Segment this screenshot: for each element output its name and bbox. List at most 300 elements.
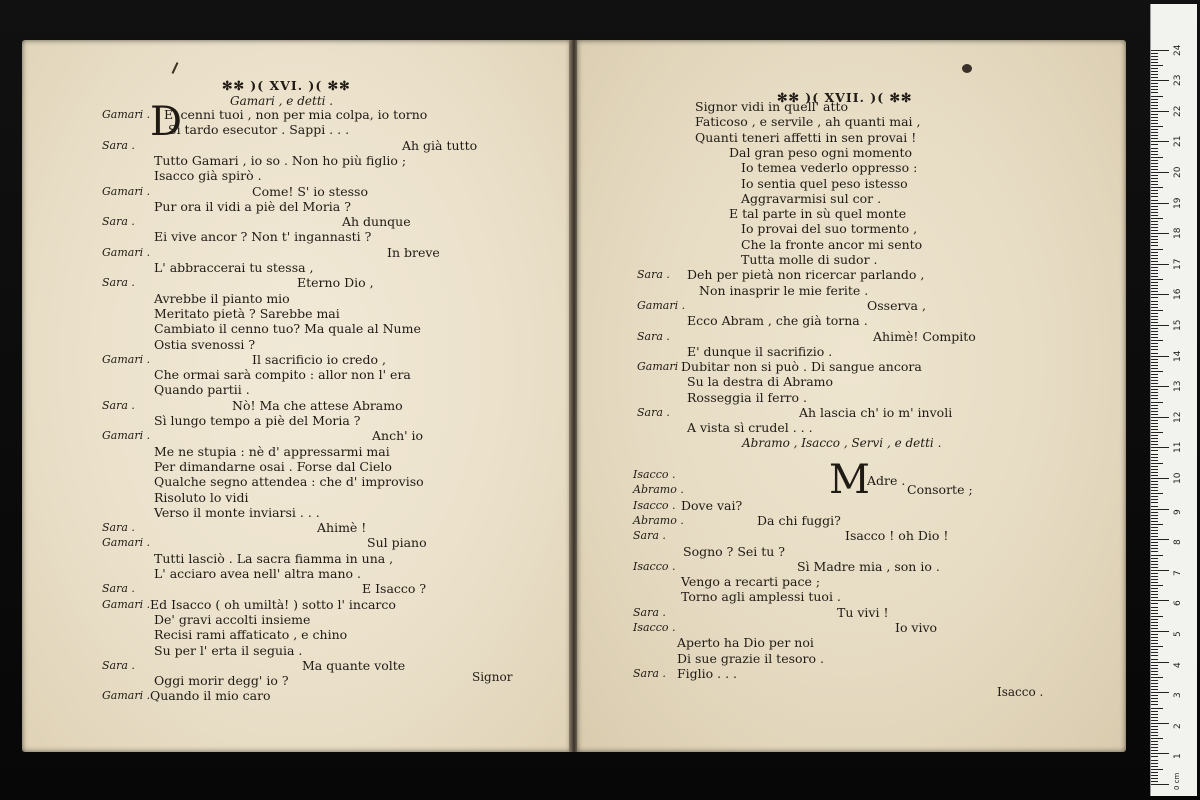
ruler-tick [1151, 539, 1169, 540]
verse-line: Ah lascia ch' io m' involi [799, 405, 953, 420]
verse-line: Non inasprir le mie ferite . [699, 282, 869, 298]
ruler-tick [1151, 744, 1158, 745]
catchword: Signor [472, 670, 513, 684]
scene-heading: ✻✻ )( XVII. )( ✻✻ [777, 90, 913, 105]
ruler-number: 17 [1173, 258, 1183, 270]
speaker-label: Gamari . [102, 184, 151, 198]
speaker-label: Sara . [102, 215, 135, 229]
ruler-tick [1151, 616, 1163, 617]
speaker-label: Isacco . [633, 498, 676, 512]
ruler-number: 3 [1173, 692, 1183, 699]
ruler-tick [1151, 741, 1158, 742]
scene-persons: Abramo , Isacco , Servi , e detti . [742, 436, 942, 450]
ruler-tick [1151, 518, 1158, 519]
ruler-number: 18 [1173, 227, 1183, 240]
verse-line: Dal gran peso ogni momento [729, 144, 912, 160]
ruler-tick [1151, 607, 1158, 608]
verse-line: Quando il mio caro [150, 688, 271, 704]
paper-hole [962, 64, 972, 73]
ruler-tick [1151, 662, 1169, 663]
verse-line: E' dunque il sacrifizio . [687, 343, 833, 359]
speaker-label: Gamari . [637, 298, 686, 312]
ruler-tick [1151, 708, 1163, 709]
ruler-tick [1151, 558, 1158, 559]
verse-line: Pur ora il vidi a piè del Moria ? [154, 198, 351, 214]
ruler-tick [1151, 417, 1169, 418]
verse-line: Recisi rami affaticato , e chino [154, 627, 348, 643]
ruler-tick [1151, 175, 1158, 176]
verse-line: Sogno ? Sei tu ? [683, 543, 785, 559]
ruler-tick [1151, 65, 1163, 66]
ruler-tick [1151, 469, 1158, 470]
ruler-tick [1151, 138, 1158, 139]
ruler-tick [1151, 478, 1169, 479]
ruler-tick [1151, 111, 1169, 112]
verse-line: Su per l' erta il seguia . [154, 642, 303, 658]
ruler-tick [1151, 496, 1158, 497]
ruler-tick [1151, 56, 1158, 57]
ruler-tick [1151, 420, 1158, 421]
ruler-tick [1151, 80, 1169, 81]
ruler-tick [1151, 573, 1158, 574]
ruler-tick [1151, 402, 1163, 403]
ruler-tick [1151, 239, 1158, 240]
ruler-tick [1151, 282, 1158, 283]
ruler-number: 5 [1173, 631, 1183, 637]
verse-line: Io provai del suo tormento , [741, 221, 918, 237]
ruler-number: 11 [1173, 441, 1183, 454]
ruler-tick [1151, 564, 1158, 565]
ruler-tick [1151, 701, 1158, 702]
verse-line: Avrebbe il pianto mio [154, 290, 290, 306]
ruler-tick [1151, 457, 1158, 458]
ruler-tick [1151, 129, 1158, 130]
ruler-tick [1151, 570, 1169, 571]
ruler-tick [1151, 157, 1163, 158]
ruler-tick [1151, 594, 1158, 595]
ruler-tick [1151, 123, 1158, 124]
ruler-tick [1151, 196, 1158, 197]
ruler-tick [1151, 432, 1163, 433]
ruler-tick [1151, 411, 1158, 412]
ruler-tick [1151, 218, 1163, 219]
ruler-tick [1151, 291, 1158, 292]
ruler-tick [1151, 619, 1158, 620]
ruler-tick [1151, 316, 1158, 317]
ruler-tick [1151, 695, 1158, 696]
ruler-tick [1151, 181, 1158, 182]
ruler-tick [1151, 665, 1158, 666]
ruler-tick [1151, 96, 1163, 97]
speaker-label: Gamari . [637, 360, 686, 374]
ruler-tick [1151, 643, 1158, 644]
verse-line: L' abbraccerai tu stessa , [154, 260, 314, 275]
ruler-tick [1151, 200, 1158, 201]
speaker-label: Sara . [633, 529, 666, 543]
verse-line: A vista sì crudel . . . [687, 420, 813, 436]
ruler-tick [1151, 304, 1158, 305]
verse-line: Su la destra di Abramo [687, 374, 834, 390]
ruler-tick [1151, 77, 1158, 78]
ruler-tick [1151, 720, 1158, 721]
speaker-label: Isacco . [633, 468, 676, 481]
drop-cap: D [150, 99, 183, 145]
ruler-tick [1151, 359, 1158, 360]
ruler-tick [1151, 640, 1158, 641]
ruler-tick [1151, 273, 1158, 274]
verse-line: Figlio . . . [677, 665, 738, 681]
verse-line: Tutto Gamari , io so . Non ho più figlio ; [154, 152, 407, 168]
ruler-tick [1151, 717, 1158, 718]
verse-line: Nò! Ma che attese Abramo [232, 397, 403, 413]
verse-line: Vengo a recarti pace ; [681, 574, 821, 590]
ruler-tick [1151, 187, 1163, 188]
ruler-tick [1151, 166, 1158, 167]
ruler-tick [1151, 255, 1158, 256]
verse-line: Che la fronte ancor mi sento [741, 236, 923, 252]
ruler-tick [1151, 126, 1163, 127]
ruler-tick [1151, 622, 1158, 623]
verse-line: Tu vivi ! [837, 604, 889, 620]
ruler-tick [1151, 92, 1158, 93]
verse-line: Di sue grazie il tesoro . [677, 650, 824, 666]
verse-line: Sì lungo tempo a piè del Moria ? [154, 413, 361, 428]
ruler-number: 14 [1173, 350, 1183, 362]
ruler-tick [1151, 270, 1158, 271]
verse-line: Da chi fuggi? [757, 512, 841, 528]
verse-line: E' cenni tuoi , non per mia colpa, io torno [164, 107, 428, 122]
ruler-tick [1151, 493, 1163, 494]
ruler-number: 8 [1173, 539, 1183, 546]
ruler-tick [1151, 763, 1158, 764]
ruler-tick [1151, 646, 1163, 647]
ruler-tick [1151, 209, 1158, 210]
ruler-tick [1151, 343, 1158, 344]
ruler-tick [1151, 184, 1158, 185]
speaker-label: Sara . [102, 521, 135, 535]
ruler-number: 1 [1173, 753, 1183, 760]
verse-line: Osserva , [867, 297, 926, 313]
ruler-number: 19 [1173, 197, 1183, 209]
ruler-tick [1151, 325, 1169, 326]
ruler-tick [1151, 450, 1158, 451]
verse-line: Ei vive ancor ? Non t' ingannasti ? [154, 229, 372, 245]
ruler-tick [1151, 337, 1158, 338]
scene-heading: ✻✻ )( XVI. )( ✻✻ [222, 78, 351, 93]
ruler-tick [1151, 331, 1158, 332]
verse-line: Cambiato il cenno tuo? Ma quale al Nume [154, 321, 421, 337]
verse-line: Sì Madre mia , son io . [797, 558, 940, 574]
ruler-tick [1151, 190, 1158, 191]
ruler-tick [1151, 760, 1158, 761]
verse-line: Ecco Abram , che già torna . [687, 313, 868, 329]
ruler-tick [1151, 781, 1158, 782]
ruler-tick [1151, 515, 1158, 516]
verse-line: Sul piano [367, 535, 427, 551]
ruler-tick [1151, 582, 1158, 583]
ruler-tick [1151, 613, 1158, 614]
ruler-number: 24 [1173, 44, 1183, 56]
ruler-tick [1151, 542, 1158, 543]
verse-line: Ed Isacco ( oh umiltà! ) sotto l' incarco [150, 596, 396, 612]
ruler-tick [1151, 561, 1158, 562]
ruler-tick [1151, 105, 1158, 106]
ruler-tick [1151, 178, 1158, 179]
ruler-tick [1151, 89, 1158, 90]
speaker-label: Abramo . [633, 513, 684, 527]
verse-line: De' gravi accolti insieme [154, 611, 311, 627]
ruler-tick [1151, 567, 1158, 568]
ruler-number: 10 [1173, 472, 1183, 484]
ruler-number: 22 [1173, 105, 1183, 117]
ruler-tick [1151, 108, 1158, 109]
ruler-tick [1151, 429, 1158, 430]
ruler-tick [1151, 536, 1158, 537]
ruler-tick [1151, 154, 1158, 155]
ruler-number: 13 [1173, 380, 1183, 393]
speaker-label: Gamari . [102, 429, 151, 443]
ruler-tick [1151, 258, 1158, 259]
ruler-tick [1151, 487, 1158, 488]
verse-line: Per dimandarne osai . Forse dal Cielo [154, 458, 392, 474]
ruler-tick [1151, 59, 1158, 60]
speaker-label: Sara . [637, 329, 670, 343]
verse-line: Ah già tutto [402, 137, 478, 153]
ruler-tick [1151, 454, 1158, 455]
ruler-tick [1151, 499, 1158, 500]
ruler-tick [1151, 383, 1158, 384]
verse-line: Aggravarmisi sul cor . [741, 190, 882, 206]
ruler-tick [1151, 769, 1163, 770]
ruler-tick [1151, 135, 1158, 136]
ruler-tick [1151, 533, 1158, 534]
speaker-label: Gamari . [102, 108, 151, 121]
verse-line: Oggi morir degg' io ? [154, 673, 289, 689]
speaker-label: Isacco . [633, 621, 676, 634]
ruler-tick [1151, 285, 1158, 286]
ruler-tick [1151, 521, 1158, 522]
ruler-tick [1151, 649, 1158, 650]
ruler-tick [1151, 334, 1158, 335]
speaker-label: Gamari . [102, 536, 151, 550]
speaker-label: Sara . [102, 138, 135, 152]
ruler-tick [1151, 233, 1169, 234]
ruler-tick [1151, 671, 1158, 672]
ruler-tick [1151, 506, 1158, 507]
verse-line: Ahimè ! [317, 520, 367, 536]
ruler-tick [1151, 71, 1158, 72]
ruler-tick [1151, 371, 1163, 372]
ruler-tick [1151, 674, 1158, 675]
verse-line: Adre . [867, 473, 906, 488]
ruler-tick [1151, 735, 1158, 736]
ruler-tick [1151, 307, 1158, 308]
speaker-label: Sara . [102, 658, 135, 672]
ruler-tick [1151, 659, 1158, 660]
ruler-tick [1151, 132, 1158, 133]
ruler-tick [1151, 346, 1158, 347]
ruler-tick [1151, 591, 1158, 592]
ruler-tick [1151, 53, 1158, 54]
ruler-tick [1151, 438, 1158, 439]
ruler-number: 23 [1173, 74, 1183, 87]
ruler-tick [1151, 62, 1158, 63]
ruler-tick [1151, 193, 1158, 194]
ruler-tick [1151, 750, 1158, 751]
ruler-tick [1151, 530, 1158, 531]
ruler-number: 6 [1173, 600, 1183, 607]
ruler-tick [1151, 117, 1158, 118]
speaker-label: Sara . [637, 406, 670, 419]
speaker-label: Sara . [102, 398, 135, 412]
verse-line: Come! S' io stesso [252, 183, 368, 199]
ruler-tick [1151, 215, 1158, 216]
ruler-tick [1151, 414, 1158, 415]
ruler-tick [1151, 444, 1158, 445]
ruler-number: 21 [1173, 135, 1183, 148]
ruler-tick [1151, 692, 1169, 693]
verse-line: Dubitar non si può . Di sangue ancora [681, 359, 922, 375]
speaker-label: Gamari . [102, 352, 151, 366]
ruler-tick [1151, 261, 1158, 262]
ruler-tick [1151, 114, 1158, 115]
ruler-tick [1151, 634, 1158, 635]
verse-line: Signor vidi in quell' atto [695, 99, 849, 114]
verse-line: Ahimè! Compito [873, 328, 976, 344]
ruler-tick [1151, 389, 1158, 390]
ruler-tick [1151, 732, 1158, 733]
verse-line: Deh per pietà non ricercar parlando , [687, 267, 925, 283]
ruler-tick [1151, 631, 1169, 632]
ruler-tick [1151, 252, 1158, 253]
ruler-tick [1151, 83, 1158, 84]
speaker-label: Abramo . [633, 483, 684, 497]
ruler-tick [1151, 588, 1158, 589]
verse-line: Si tardo esecutor . Sappi . . . [168, 122, 350, 138]
ruler-tick [1151, 356, 1169, 357]
speaker-label: Sara . [637, 268, 670, 282]
verse-line: Tutti lasciò . La sacra fiamma in una , [154, 550, 394, 566]
speaker-label: Sara . [102, 582, 135, 596]
ruler-tick [1151, 426, 1158, 427]
ruler-tick [1151, 766, 1158, 767]
ruler-tick [1151, 236, 1158, 237]
right-page [577, 40, 1126, 752]
ruler-tick [1151, 475, 1158, 476]
ruler-tick [1151, 279, 1163, 280]
catchword: Isacco . [997, 685, 1044, 699]
ruler-tick [1151, 576, 1158, 577]
ruler-tick [1151, 242, 1158, 243]
ruler-tick [1151, 778, 1158, 779]
verse-line: Consorte ; [907, 482, 973, 498]
ruler-tick [1151, 677, 1163, 678]
ruler-tick [1151, 322, 1158, 323]
ruler-tick [1151, 141, 1169, 142]
ruler-tick [1151, 463, 1163, 464]
verse-line: Il sacrificio io credo , [252, 351, 386, 367]
ruler-tick [1151, 224, 1158, 225]
verse-line: Quando partii . [154, 382, 250, 398]
ruler-tick [1151, 784, 1169, 785]
ruler-tick [1151, 267, 1158, 268]
ruler-tick [1151, 249, 1163, 250]
speaker-label: Sara . [633, 666, 666, 680]
ruler-number: 7 [1173, 570, 1183, 576]
ruler-tick [1151, 349, 1158, 350]
ruler-tick [1151, 481, 1158, 482]
verse-line: Ma quante volte [302, 657, 406, 673]
ruler-tick [1151, 545, 1158, 546]
ruler-number: 12 [1173, 411, 1183, 423]
ruler-tick [1151, 203, 1169, 204]
measurement-ruler [1150, 4, 1197, 796]
ruler-tick [1151, 102, 1158, 103]
verse-line: Ah dunque [342, 214, 411, 230]
ruler-tick [1151, 386, 1169, 387]
verse-line: Meritato pietà ? Sarebbe mai [154, 305, 340, 321]
ruler-number: 4 [1173, 661, 1183, 668]
ruler-tick [1151, 726, 1158, 727]
ruler-tick [1151, 490, 1158, 491]
ruler-tick [1151, 512, 1158, 513]
ruler-tick [1151, 472, 1158, 473]
ruler-tick [1151, 68, 1158, 69]
left-page [22, 40, 571, 752]
ruler-tick [1151, 423, 1158, 424]
ruler-tick [1151, 169, 1158, 170]
ruler-tick [1151, 380, 1158, 381]
ruler-tick [1151, 313, 1158, 314]
ruler-tick [1151, 221, 1158, 222]
ruler-tick [1151, 460, 1158, 461]
verse-line: Dove vai? [681, 497, 743, 513]
ruler-tick [1151, 738, 1163, 739]
ruler-tick [1151, 680, 1158, 681]
ruler-tick [1151, 276, 1158, 277]
ruler-tick [1151, 668, 1158, 669]
scene-persons: Gamari , e detti . [230, 94, 334, 108]
ruler-tick [1151, 551, 1158, 552]
ruler-tick [1151, 163, 1158, 164]
ruler-tick [1151, 297, 1158, 298]
ruler-tick [1151, 524, 1163, 525]
ruler-tick [1151, 99, 1158, 100]
ruler-tick [1151, 711, 1158, 712]
verse-line: Qualche segno attendea : che d' improviso [154, 474, 424, 490]
ruler-tick [1151, 120, 1158, 121]
ruler-tick [1151, 212, 1158, 213]
ruler-tick [1151, 652, 1158, 653]
ruler-tick [1151, 597, 1158, 598]
ruler-tick [1151, 294, 1169, 295]
verse-line: Anch' io [372, 428, 424, 444]
verse-line: Io temea vederlo oppresso : [741, 160, 918, 176]
ruler-tick [1151, 86, 1158, 87]
ruler-tick [1151, 395, 1158, 396]
ruler-number: 2 [1173, 723, 1183, 729]
ruler-tick [1151, 655, 1158, 656]
ruler-tick [1151, 704, 1158, 705]
ruler-tick [1151, 689, 1158, 690]
verse-line: Verso il monte inviarsi . . . [154, 504, 320, 520]
speaker-label: Gamari . [102, 689, 151, 703]
verse-line: Risoluto lo vidi [154, 489, 249, 505]
ruler-tick [1151, 144, 1158, 145]
ruler-tick [1151, 772, 1158, 773]
ruler-tick [1151, 555, 1163, 556]
ruler-tick [1151, 435, 1158, 436]
